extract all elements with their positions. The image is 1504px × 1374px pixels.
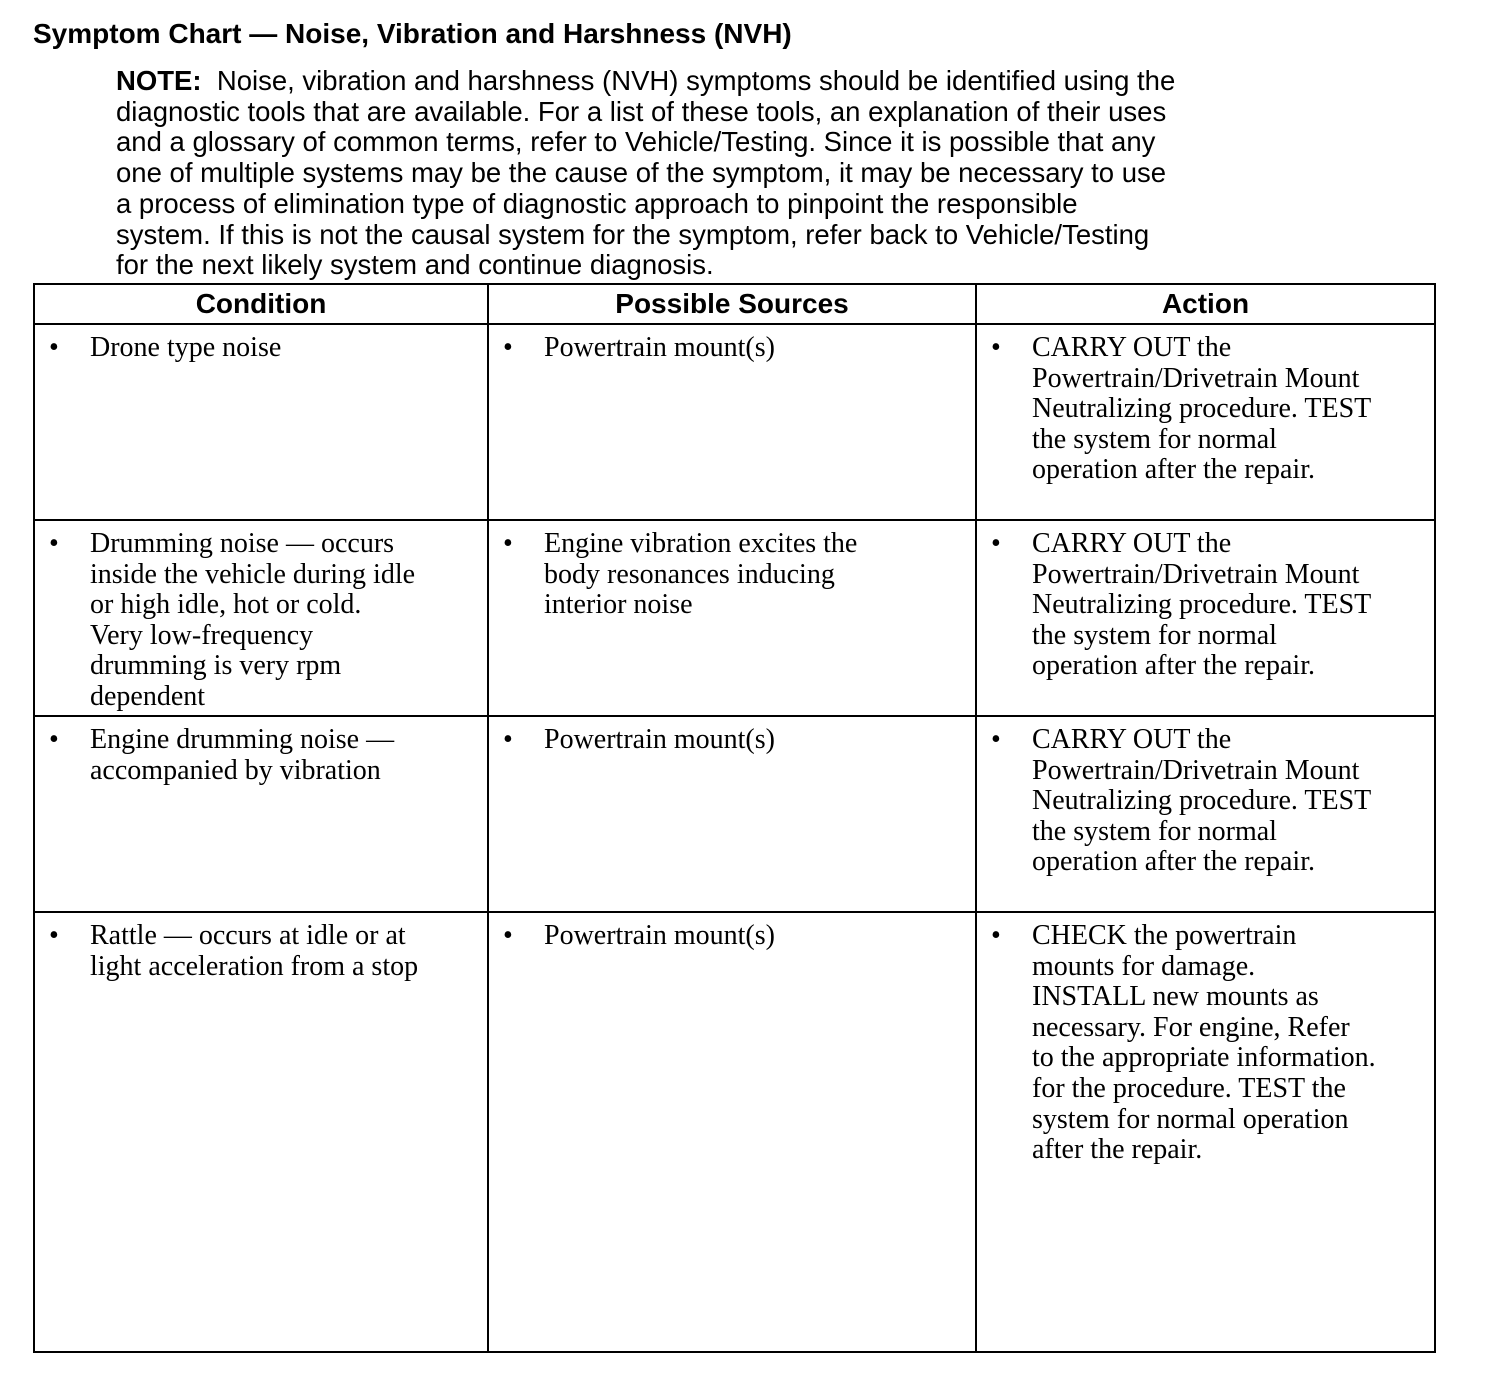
note-paragraph: [116, 66, 1346, 281]
cell-line: light acceleration from a stop: [90, 950, 419, 982]
cell-line: Rattle — occurs at idle or at: [90, 920, 406, 951]
bullet-text: [1032, 333, 1420, 486]
possible-sources-cell: [488, 324, 976, 520]
bullet-text: [90, 725, 473, 786]
table-row: [34, 912, 1435, 1352]
bullet-item: [977, 325, 1434, 486]
cell-line: accompanied by vibration: [90, 754, 381, 786]
bullet-text: [544, 921, 961, 952]
bullet-item: [35, 521, 487, 713]
cell-line: interior noise: [544, 589, 693, 621]
bullet-icon: •: [49, 920, 59, 951]
cell-line: CARRY OUT the: [1032, 528, 1232, 559]
note-line: [116, 66, 1346, 97]
cell-line: Neutralizing procedure. TEST: [1032, 589, 1372, 621]
cell-line: Powertrain/Drivetrain Mount: [1032, 558, 1360, 590]
cell-line: necessary. For engine, Refer: [1032, 1011, 1350, 1043]
table-row: [34, 716, 1435, 912]
cell-line: CHECK the powertrain: [1032, 920, 1297, 951]
bullet-item: [977, 521, 1434, 682]
cell-line: Powertrain mount(s): [544, 724, 775, 755]
cell-line: Powertrain mount(s): [544, 332, 775, 363]
header-action: Action: [976, 284, 1435, 324]
note-line: diagnostic tools that are available. For a list of these tools, an explanation of their uses: [116, 95, 1167, 127]
cell-line: the system for normal: [1032, 619, 1277, 651]
action-cell: [976, 520, 1435, 716]
cell-line: inside the vehicle during idle: [90, 558, 416, 590]
bullet-text: [1032, 725, 1420, 878]
bullet-item: [35, 913, 487, 982]
bullet-icon: •: [503, 920, 513, 951]
bullet-item: [489, 913, 975, 952]
bullet-item: [35, 325, 487, 364]
cell-line: after the repair.: [1032, 1134, 1203, 1166]
bullet-icon: •: [991, 724, 1001, 755]
symptom-table: [33, 283, 1436, 1353]
condition-cell: [34, 324, 488, 520]
cell-line: Neutralizing procedure. TEST: [1032, 393, 1372, 425]
condition-cell: [34, 912, 488, 1352]
note-line: and a glossary of common terms, refer to Vehicle/Testing. Since it is possible that any: [116, 126, 1156, 158]
cell-line: INSTALL new mounts as: [1032, 981, 1319, 1013]
cell-line: body resonances inducing: [544, 558, 835, 590]
note-line: for the next likely system and continue diagnosis.: [116, 249, 714, 281]
bullet-icon: •: [49, 528, 59, 559]
cell-line: operation after the repair.: [1032, 650, 1315, 682]
bullet-icon: •: [503, 332, 513, 363]
bullet-item: [489, 521, 975, 621]
bullet-icon: •: [503, 528, 513, 559]
bullet-icon: •: [991, 332, 1001, 363]
cell-line: Drumming noise — occurs: [90, 528, 395, 559]
bullet-icon: •: [49, 724, 59, 755]
table-body: [34, 324, 1435, 1352]
cell-line: dependent: [90, 680, 206, 712]
cell-line: operation after the repair.: [1032, 454, 1315, 486]
table-row: [34, 520, 1435, 716]
cell-line: Neutralizing procedure. TEST: [1032, 785, 1372, 817]
cell-line: Engine drumming noise —: [90, 724, 395, 755]
bullet-icon: •: [503, 724, 513, 755]
cell-line: CARRY OUT the: [1032, 332, 1232, 363]
cell-line: CARRY OUT the: [1032, 724, 1232, 755]
cell-line: drumming is very rpm: [90, 650, 342, 682]
note-line-text: Noise, vibration and harshness (NVH) symptoms should be identified using the: [216, 65, 1176, 96]
cell-line: Very low-frequency: [90, 619, 314, 651]
bullet-text: [544, 333, 961, 364]
note-line: a process of elimination type of diagnostic approach to pinpoint the responsible: [116, 187, 1078, 219]
bullet-icon: •: [991, 528, 1001, 559]
action-cell: [976, 912, 1435, 1352]
cell-line: or high idle, hot or cold.: [90, 589, 362, 621]
cell-line: operation after the repair.: [1032, 846, 1315, 878]
bullet-item: [489, 717, 975, 756]
bullet-icon: •: [49, 332, 59, 363]
cell-line: mounts for damage.: [1032, 950, 1256, 982]
bullet-text: [544, 725, 961, 756]
header-condition: Condition: [34, 284, 488, 324]
bullet-item: [977, 913, 1434, 1166]
action-cell: [976, 716, 1435, 912]
bullet-text: [90, 333, 473, 364]
cell-line: system for normal operation: [1032, 1103, 1349, 1135]
cell-line: to the appropriate information.: [1032, 1042, 1376, 1074]
bullet-text: [90, 529, 473, 713]
cell-line: for the procedure. TEST the: [1032, 1072, 1346, 1104]
cell-line: the system for normal: [1032, 423, 1277, 455]
bullet-text: [1032, 921, 1420, 1166]
possible-sources-cell: [488, 716, 976, 912]
table-header-row: [34, 284, 1435, 324]
cell-line: Powertrain/Drivetrain Mount: [1032, 362, 1360, 394]
possible-sources-cell: [488, 520, 976, 716]
bullet-item: [977, 717, 1434, 878]
bullet-text: [90, 921, 473, 982]
bullet-text: [1032, 529, 1420, 682]
bullet-item: [35, 717, 487, 786]
cell-line: Powertrain/Drivetrain Mount: [1032, 754, 1360, 786]
condition-cell: [34, 520, 488, 716]
header-possible-sources: Possible Sources: [488, 284, 976, 324]
bullet-item: [489, 325, 975, 364]
note-label: NOTE:: [116, 65, 202, 96]
bullet-icon: •: [991, 920, 1001, 951]
action-cell: [976, 324, 1435, 520]
cell-line: Drone type noise: [90, 332, 282, 363]
condition-cell: [34, 716, 488, 912]
cell-line: Powertrain mount(s): [544, 920, 775, 951]
page-title: Symptom Chart — Noise, Vibration and Harshness (NVH): [33, 18, 792, 49]
cell-line: Engine vibration excites the: [544, 528, 858, 559]
possible-sources-cell: [488, 912, 976, 1352]
note-line: system. If this is not the causal system for the symptom, refer back to Vehicle/Testing: [116, 218, 1150, 250]
table-row: [34, 324, 1435, 520]
cell-line: the system for normal: [1032, 815, 1277, 847]
note-line: one of multiple systems may be the cause of the symptom, it may be necessary to use: [116, 157, 1167, 189]
bullet-text: [544, 529, 961, 621]
